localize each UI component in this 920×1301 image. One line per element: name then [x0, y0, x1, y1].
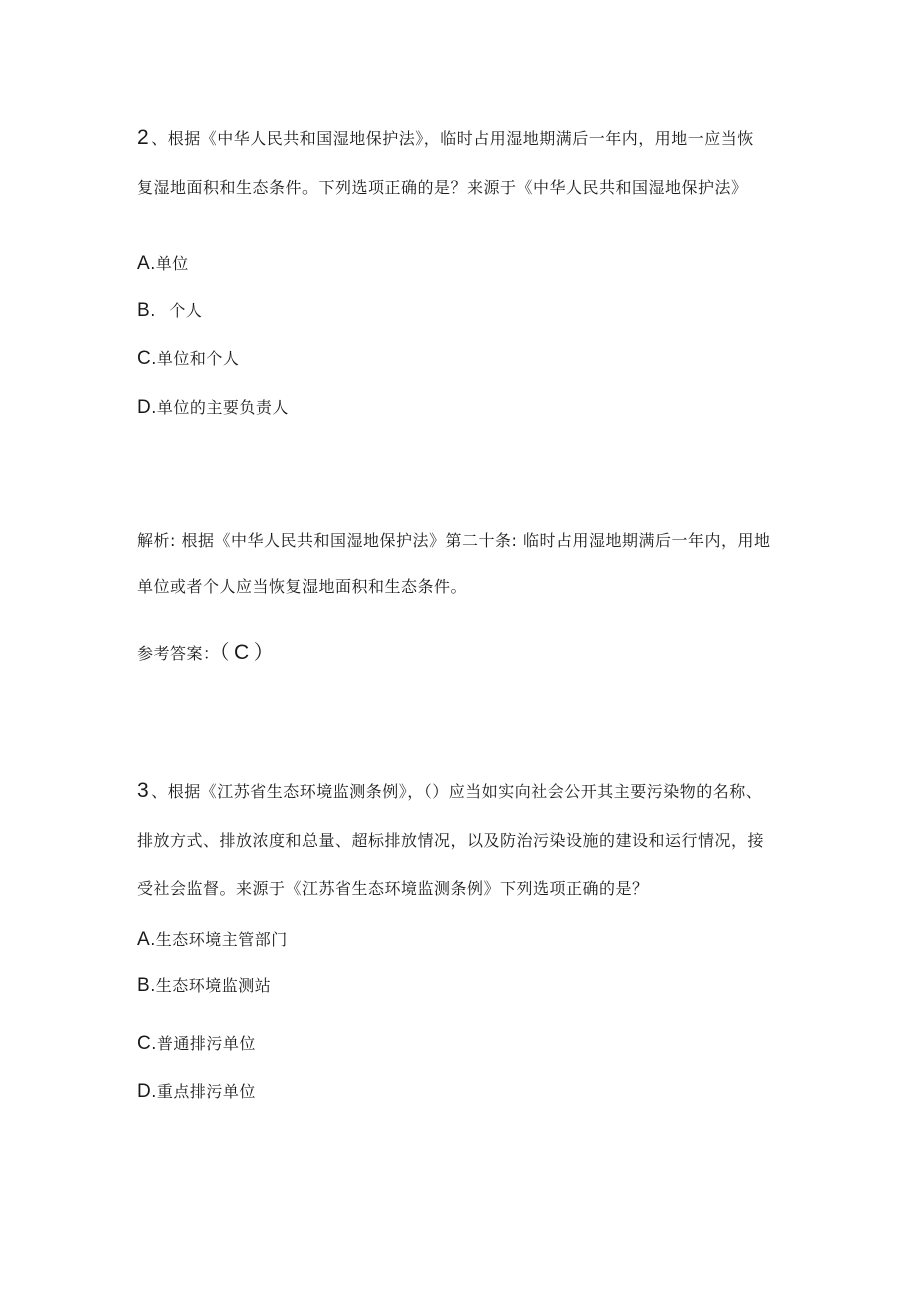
option-letter: B — [137, 300, 151, 321]
answer-value: C — [234, 641, 250, 664]
question-3-stem-line-1 — [137, 780, 762, 803]
question-3-stem-line-2: 排放方式、排放浓度和总量、超标排放情况，以及防治污染设施的建设和运行情况，接 — [137, 831, 765, 850]
question-2-analysis-line-2: 单位或者个人应当恢复湿地面积和生态条件。 — [137, 577, 468, 596]
question-2-stem-text-1: 根据《中华人民共和国湿地保护法》，临时占用湿地期满后一年内，用地一应当恢 — [167, 129, 754, 148]
question-3-number: 3 — [137, 779, 150, 802]
option-letter: D — [137, 397, 152, 418]
option-text: 单位的主要负责人 — [156, 398, 289, 417]
question-3-option-a — [137, 929, 288, 951]
question-2-answer — [137, 641, 274, 665]
question-2-analysis-line-1: 解析: 根据《中华人民共和国湿地保护法》第二十条: 临时占用湿地期满后一年内，用地 — [137, 531, 771, 550]
answer-close-paren: ） — [253, 640, 275, 664]
option-letter: C — [137, 348, 152, 369]
option-text: 生态环境监测站 — [155, 976, 272, 995]
option-text: 单位和个人 — [156, 349, 240, 368]
question-3-option-c — [137, 1033, 256, 1055]
option-letter: A — [137, 929, 151, 950]
option-text: 个人 — [169, 301, 203, 320]
question-2-number: 2 — [137, 126, 150, 149]
question-2-number-separator: 、 — [151, 129, 168, 148]
option-letter: B — [137, 975, 151, 996]
option-separator: . — [150, 254, 156, 273]
question-2-stem-line-2: 复湿地面积和生态条件。下列选项正确的是？来源于《中华人民共和国湿地保护法》 — [137, 178, 748, 197]
option-separator: . — [150, 930, 156, 949]
question-2-option-a — [137, 253, 189, 275]
option-separator: . — [150, 301, 162, 320]
option-text: 生态环境主管部门 — [155, 930, 288, 949]
option-text: 普通排污单位 — [156, 1034, 256, 1053]
option-separator: . — [151, 349, 157, 368]
answer-label: 参考答案： — [137, 644, 220, 663]
question-2-option-d — [137, 397, 289, 419]
question-3-option-b — [137, 975, 271, 997]
question-3-stem-text-1: 根据《江苏省生态环境监测条例》，（）应当如实向社会公开其主要污染物的名称、 — [167, 782, 763, 801]
option-separator: . — [151, 1034, 157, 1053]
answer-open-paren: （ — [219, 640, 231, 664]
question-3-stem-line-3: 受社会监督。来源于《江苏省生态环境监测条例》下列选项正确的是？ — [137, 879, 649, 898]
question-3-option-d — [137, 1081, 256, 1103]
option-separator: . — [150, 976, 156, 995]
option-letter: A — [137, 253, 151, 274]
option-letter: C — [137, 1033, 152, 1054]
option-letter: D — [137, 1081, 152, 1102]
question-2-option-b — [137, 300, 202, 322]
option-text: 单位 — [155, 254, 189, 273]
question-2-stem-line-1 — [137, 127, 754, 150]
question-3-number-separator: 、 — [151, 782, 168, 801]
question-2-option-c — [137, 348, 239, 370]
option-separator: . — [151, 398, 157, 417]
option-separator: . — [151, 1082, 157, 1101]
option-text: 重点排污单位 — [156, 1082, 256, 1101]
